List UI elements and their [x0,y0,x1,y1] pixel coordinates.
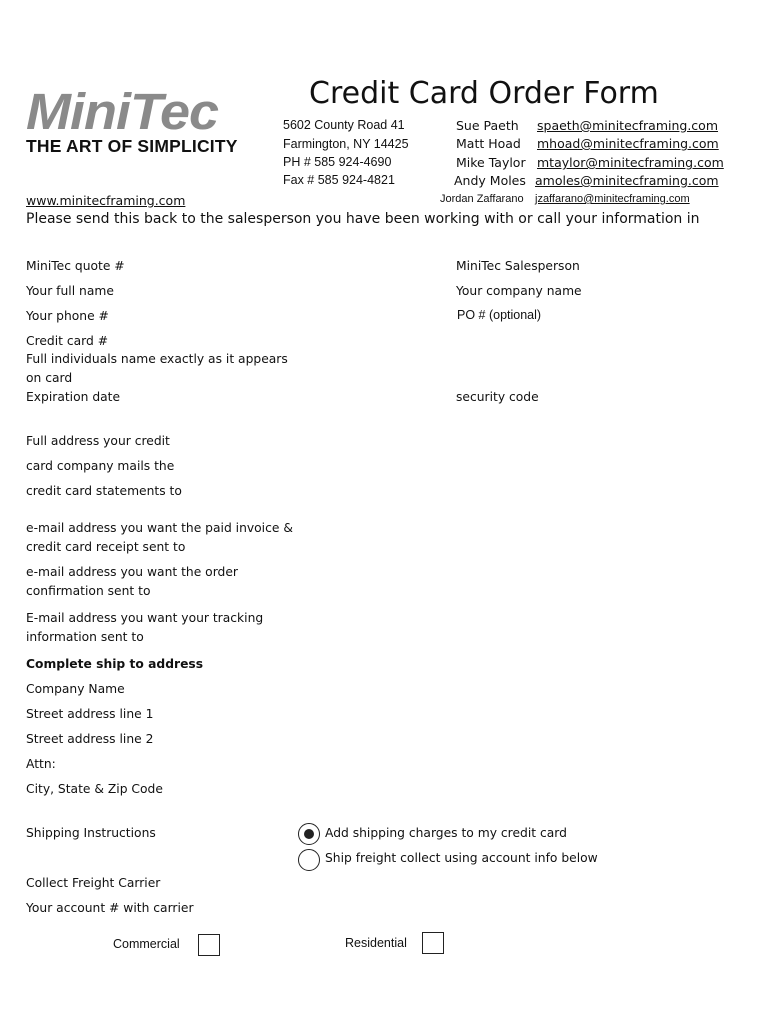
radio-shipping-credit-card-label: Add shipping charges to my credit card [325,826,567,840]
radio-shipping-credit-card[interactable] [298,823,320,845]
tracking-email-label-cont: information sent to [26,630,144,644]
security-code-label: security code [456,390,539,404]
carrier-account-label: Your account # with carrier [26,901,194,915]
po-label: PO # (optional) [457,308,542,322]
expiration-label: Expiration date [26,390,121,404]
shipping-instructions-label: Shipping Instructions [26,826,156,840]
logo-tagline: THE ART OF SIMPLICITY [26,136,238,156]
credit-card-label: Credit card # [26,334,109,348]
full-name-label: Your full name [26,284,114,298]
invoice-email-label: e-mail address you want the paid invoice & [26,521,293,535]
salesperson-label: MiniTec Salesperson [456,259,580,273]
quote-label: MiniTec quote # [26,259,125,273]
ship-street1-label: Street address line 1 [26,707,154,721]
contact-name: Matt Hoad [456,136,521,151]
confirm-email-label-cont: confirmation sent to [26,584,151,598]
logo-wordmark: MiniTec [26,83,219,141]
ship-city-label: City, State & Zip Code [26,782,163,796]
contact-email[interactable]: mhoad@minitecframing.com [537,136,719,151]
card-name-label-cont: on card [26,371,73,385]
radio-selected-dot [304,829,314,839]
contact-email[interactable]: jzaffarano@minitecframing.com [535,193,690,205]
commercial-checkbox[interactable] [198,934,220,956]
commercial-label: Commercial [113,937,180,951]
company-name-label: Your company name [456,284,582,298]
address-line-2: Farmington, NY 14425 [283,137,409,151]
ship-to-heading: Complete ship to address [26,657,204,671]
radio-ship-freight-collect[interactable] [298,849,320,871]
contact-name: Mike Taylor [456,155,526,170]
phone-label: Your phone # [26,309,109,323]
card-name-label: Full individuals name exactly as it appears [26,352,288,366]
billing-address-label-cont: card company mails the [26,459,175,473]
billing-address-label: Full address your credit [26,434,170,448]
billing-address-label-cont: credit card statements to [26,484,182,498]
residential-checkbox[interactable] [422,932,444,954]
fax-line: Fax # 585 924-4821 [283,173,395,187]
page-title: Credit Card Order Form [309,76,659,111]
website-link[interactable]: www.minitecframing.com [26,193,186,208]
residential-label: Residential [345,936,407,950]
contact-name: Andy Moles [454,173,526,188]
contact-name: Sue Paeth [456,118,519,133]
ship-street2-label: Street address line 2 [26,732,154,746]
ship-attn-label: Attn: [26,757,56,771]
ship-company-label: Company Name [26,682,125,696]
contact-email[interactable]: amoles@minitecframing.com [535,173,719,188]
radio-ship-freight-collect-label: Ship freight collect using account info below [325,851,598,865]
tracking-email-label: E-mail address you want your tracking [26,611,264,625]
invoice-email-label-cont: credit card receipt sent to [26,540,186,554]
freight-carrier-label: Collect Freight Carrier [26,876,161,890]
confirm-email-label: e-mail address you want the order [26,565,238,579]
contact-name: Jordan Zaffarano [440,193,524,205]
address-line-1: 5602 County Road 41 [283,118,405,132]
contact-email[interactable]: mtaylor@minitecframing.com [537,155,724,170]
contact-email[interactable]: spaeth@minitecframing.com [537,118,719,133]
instruction-text: Please send this back to the salesperson you have been working with or call your information in [26,211,700,227]
phone-line: PH # 585 924-4690 [283,155,392,169]
